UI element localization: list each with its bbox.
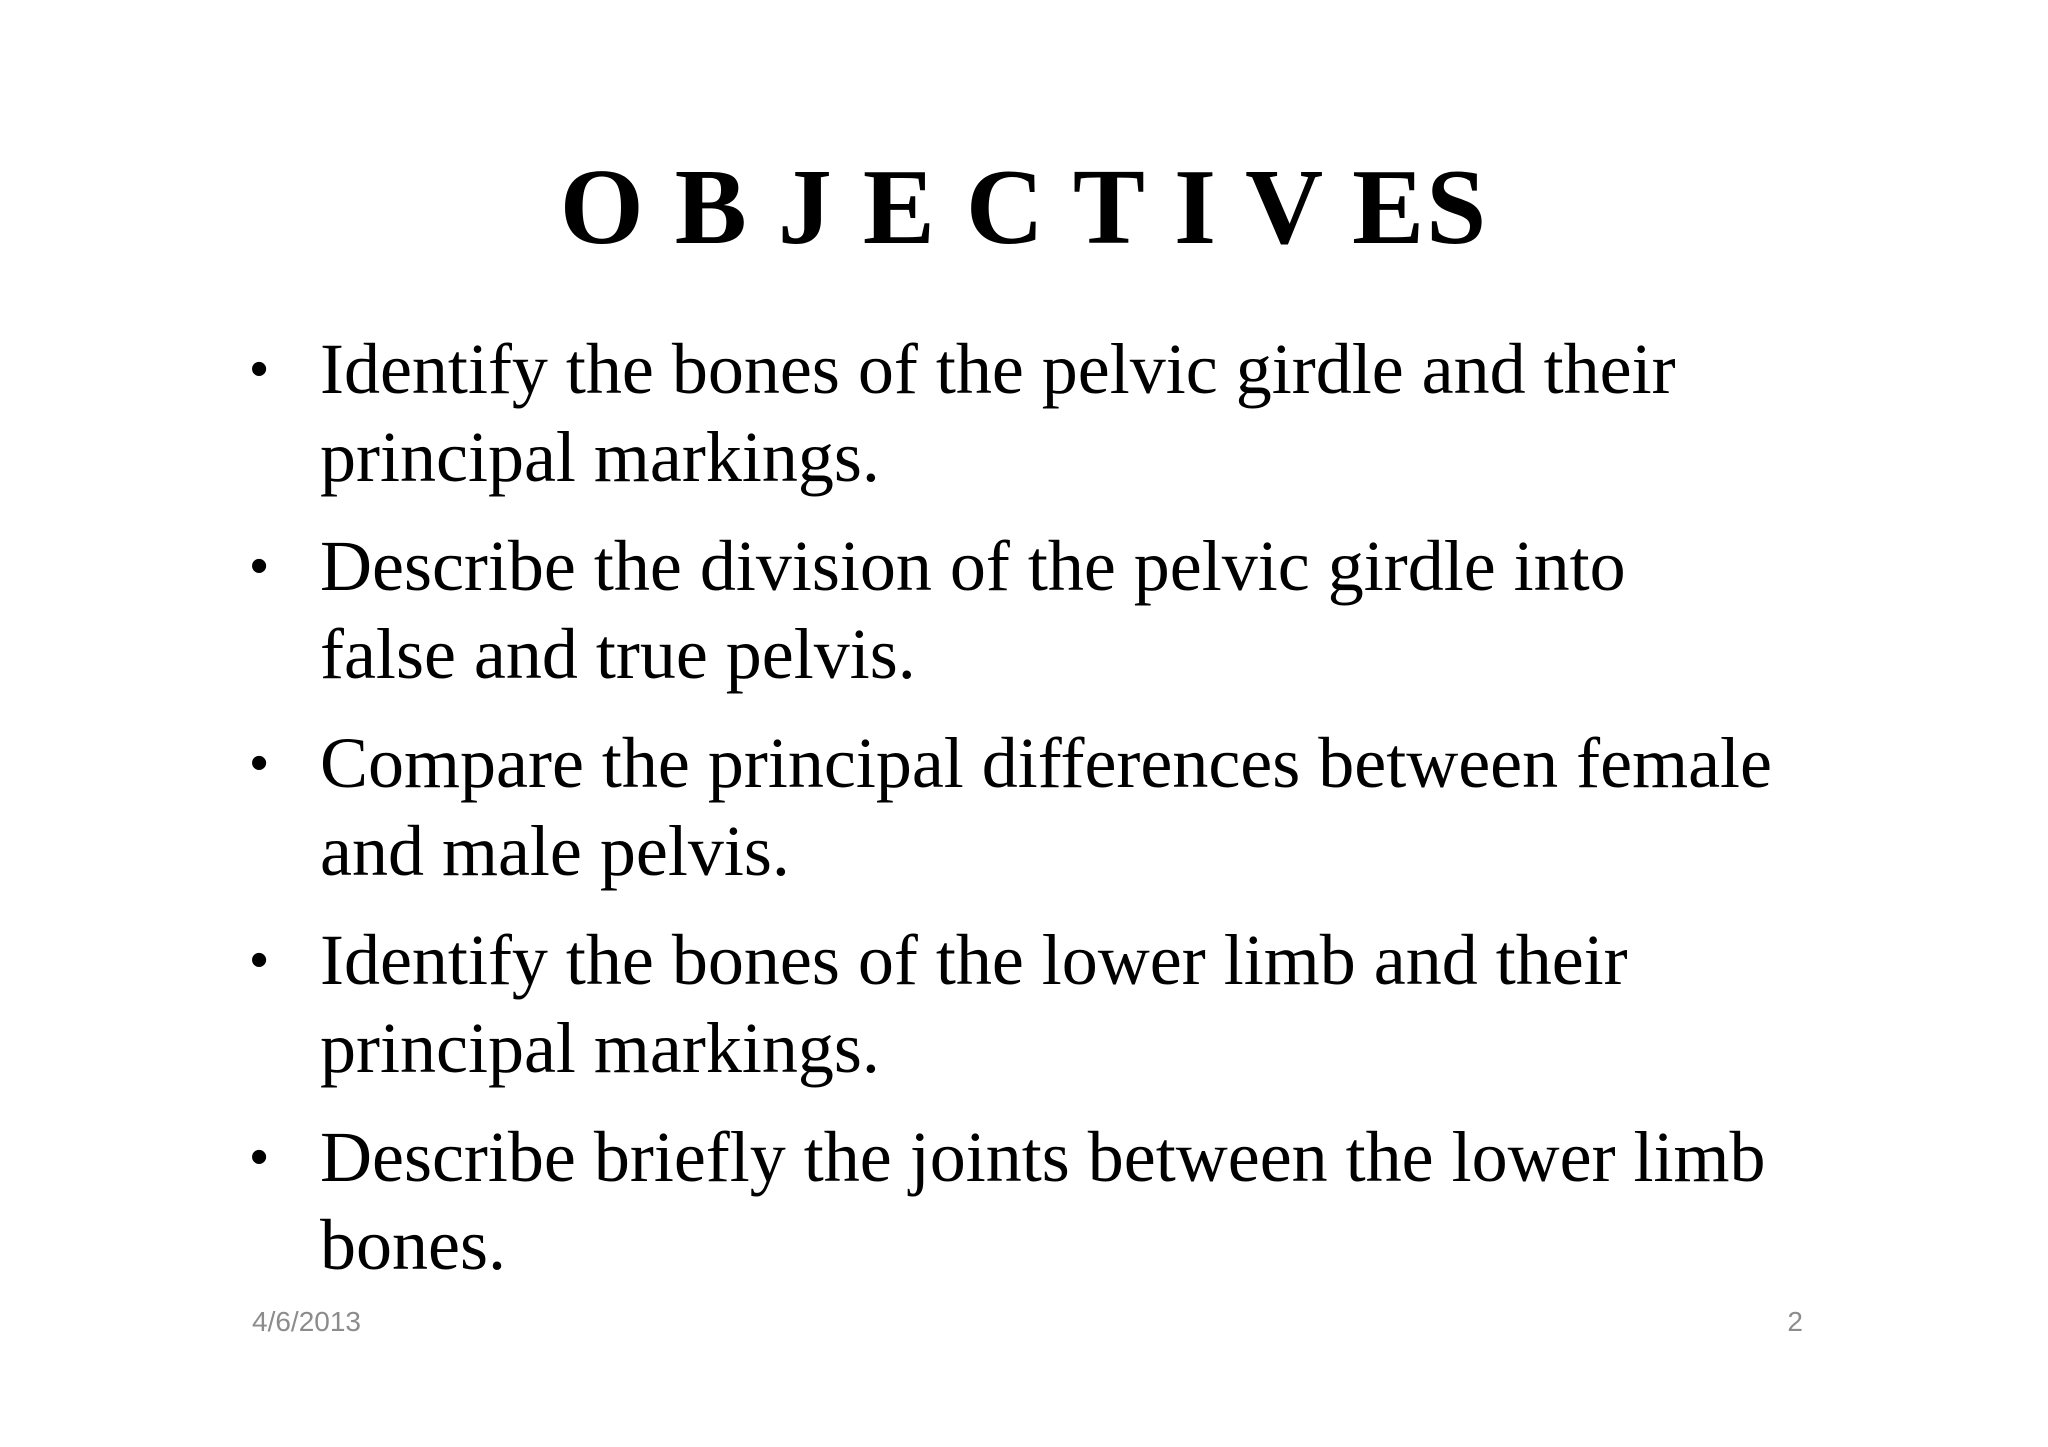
objective-line: Compare the principal differences between female [320, 723, 1772, 803]
objective-line: and male pelvis. [320, 811, 790, 891]
objective-item [250, 1113, 1850, 1289]
bullet-icon: • [250, 734, 269, 792]
footer-date: 4/6/2013 [252, 1306, 361, 1337]
objective-line: principal markings. [320, 417, 880, 497]
bullet-icon: • [250, 931, 269, 989]
objective-line: bones. [320, 1205, 506, 1285]
objective-item [250, 916, 1850, 1092]
objective-item [250, 719, 1850, 895]
objective-item [250, 522, 1850, 698]
objectives-list [250, 325, 1850, 1310]
objective-line: principal markings. [320, 1008, 880, 1088]
objective-line: Identify the bones of the pelvic girdle and their [320, 329, 1676, 409]
page-number: 2 [1787, 1306, 1803, 1337]
objective-line: Describe briefly the joints between the lower limb [320, 1117, 1766, 1197]
objective-item [250, 325, 1850, 501]
bullet-icon: • [250, 340, 269, 398]
objective-line: Identify the bones of the lower limb and their [320, 920, 1628, 1000]
slide-title: O B J E C T I V ES [559, 148, 1489, 267]
bullet-icon: • [250, 1128, 269, 1186]
objective-line: Describe the division of the pelvic girdle into [320, 526, 1626, 606]
bullet-icon: • [250, 537, 269, 595]
objective-line: false and true pelvis. [320, 614, 916, 694]
